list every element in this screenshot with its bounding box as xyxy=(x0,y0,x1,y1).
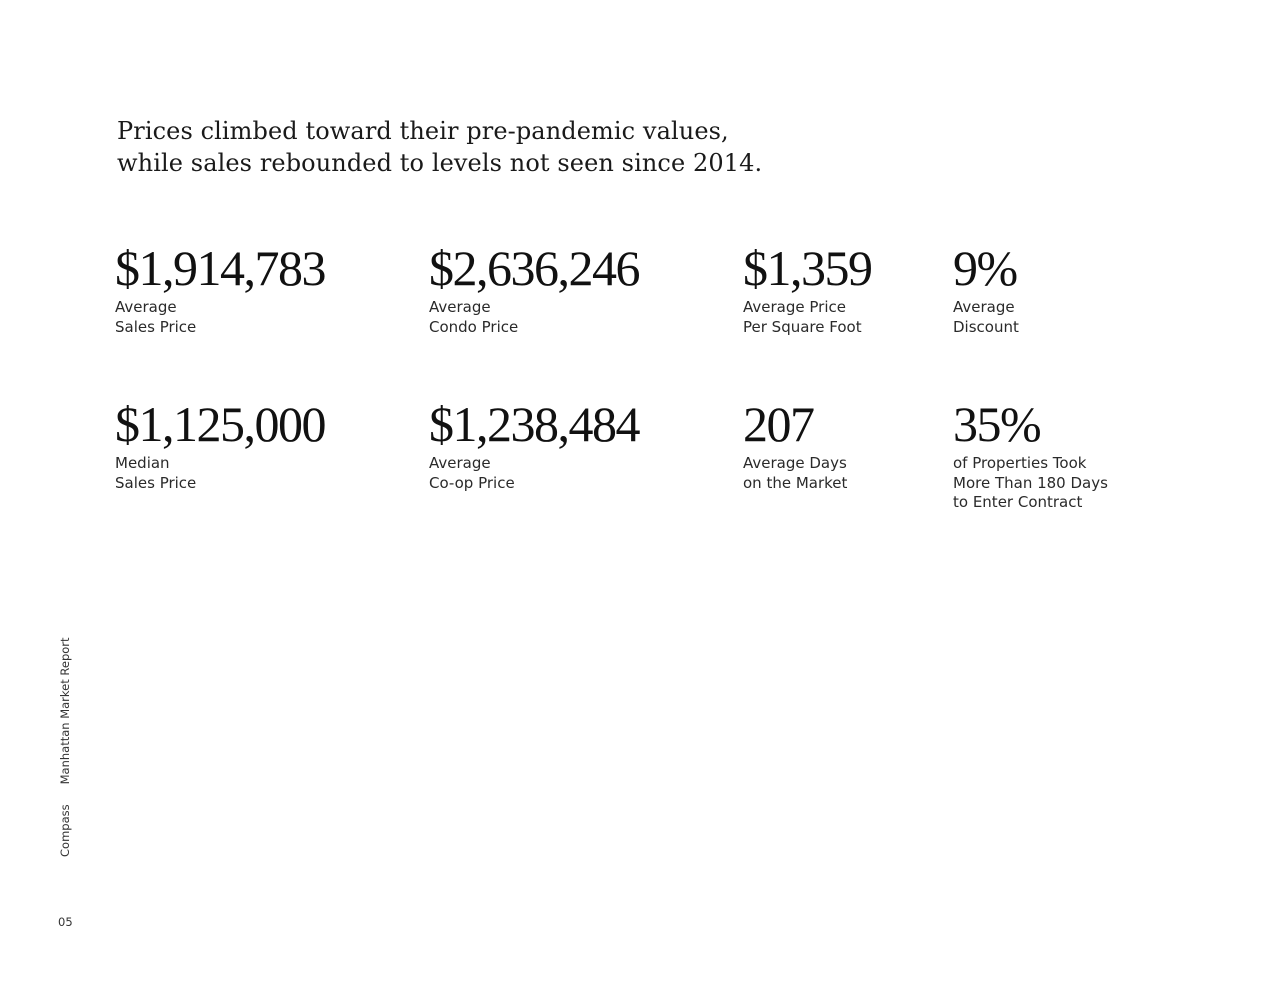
stat-properties-over-180-days xyxy=(953,396,1213,513)
stat-label-line: Average xyxy=(953,298,1015,316)
stat-value: $1,125,000 xyxy=(115,396,325,452)
stat-value: $1,359 xyxy=(743,240,872,296)
side-caption xyxy=(58,637,72,857)
stat-label xyxy=(953,298,1213,337)
stat-label-line: Average xyxy=(115,298,177,316)
stat-value: 35% xyxy=(953,396,1041,452)
stat-label-line: Co-op Price xyxy=(429,473,515,492)
stat-label-line: Average Days xyxy=(743,454,847,472)
stat-label-line: Median xyxy=(115,454,170,472)
stat-value: $1,238,484 xyxy=(429,396,639,452)
stat-label xyxy=(429,454,689,493)
stat-label-line: Condo Price xyxy=(429,317,519,336)
report-title: Manhattan Market Report xyxy=(58,637,72,785)
stat-label-line: Per Square Foot xyxy=(743,317,862,336)
stat-label xyxy=(115,298,375,337)
stat-label-line: on the Market xyxy=(743,473,848,492)
stat-label xyxy=(429,298,689,337)
stat-label-line: Sales Price xyxy=(115,317,197,336)
stat-median-sales-price xyxy=(115,396,375,493)
headline-line-1: Prices climbed toward their pre-pandemic values, xyxy=(117,117,729,145)
stat-label-line: Average xyxy=(429,298,491,316)
stat-label xyxy=(115,454,375,493)
stat-value: 9% xyxy=(953,240,1017,296)
stat-average-condo-price xyxy=(429,240,689,337)
stat-label xyxy=(953,454,1213,513)
headline xyxy=(117,115,877,179)
stat-label-line: of Properties Took xyxy=(953,454,1087,472)
stat-average-discount xyxy=(953,240,1213,337)
stat-label-line: Discount xyxy=(953,317,1019,336)
stat-average-coop-price xyxy=(429,396,689,493)
stat-average-sales-price xyxy=(115,240,375,337)
stat-label-line: More Than 180 Days xyxy=(953,473,1108,492)
brand-name: Compass xyxy=(58,804,72,857)
stat-label-line: to Enter Contract xyxy=(953,493,1083,511)
stat-label-line: Sales Price xyxy=(115,473,197,492)
stat-label-line: Average Price xyxy=(743,298,846,316)
stat-value: $1,914,783 xyxy=(115,240,325,296)
stat-label-line: Average xyxy=(429,454,491,472)
headline-line-2: while sales rebounded to levels not seen since 2014. xyxy=(117,149,763,177)
stat-value: 207 xyxy=(743,396,814,452)
stat-value: $2,636,246 xyxy=(429,240,639,296)
page-number: 05 xyxy=(58,915,73,929)
